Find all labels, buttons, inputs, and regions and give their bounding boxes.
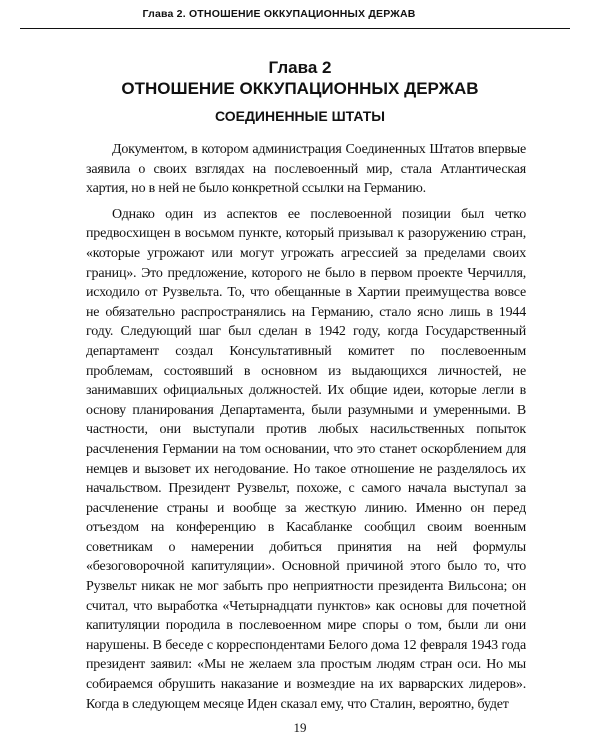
body-text xyxy=(86,140,526,720)
chapter-number: Глава 2 xyxy=(268,58,332,77)
paragraph: Однако один из аспектов ее послевоенной позиции был четко предвосхищен в восьмом пункте, который призывал к разоружению стран, «которые угрожают или могут угрожать агрессией за пределами своих границ». Это предложение, которого не было в первом проекте Черчилля, исходило от Рузвельта. То, что обещанные в Хартии преимущества вовсе не обязательно распространялись на Германию, стало ясно лишь в 1944 году. Следующий шаг был сделан в 1942 году, когда Государственный департамент создал Консультативный комитет по послевоенным проблемам, состоявший в основном из выдающихся личностей, не занимавших официальных должностей. Их общие идеи, которые легли в основу планирования Департамента, были разумными и умеренными. В частности, они выступали против любых насильственных попыток расчленения Германии на том основании, что это станет оскорблением для немцев и вызовет их негодование. Но такое отношение не разделялось их начальством. Президент Рузвельт, похоже, с самого начала выступал за расчленение страны и вообще за жесткую линию. Именно он перед отъездом на конференцию в Касабланке сообщил своим военным советникам о намерении добиться принятия на ней формулы «безоговорочной капитуляции». Основной причиной этого было то, что Рузвельт никак не мог забыть про неприятности президента Вильсона; он считал, что выработка «Четырнадцати пунктов» как основы для почетной капитуляции породила в послевоенном мире споры о том, были ли они нарушены. В беседе с корреспондентами Белого дома 12 февраля 1943 года президент заявил: «Мы не желаем зла простым людям стран оси. Но мы собираемся обрушить наказание и возмездие на их варварских лидеров». Когда в следующем месяце Иден сказал ему, что Сталин, вероятно, будет xyxy=(86,206,526,712)
paragraph: Документом, в котором администрация Соединенных Штатов впервые заявила о своих взглядах на послевоенный мир, стала Атлантическая хартия, но в ней не было конкретной ссылки на Германию. xyxy=(86,142,526,197)
page-number: 19 xyxy=(293,720,307,735)
running-head xyxy=(0,6,600,32)
running-head-title: Глава 2. ОТНОШЕНИЕ ОККУПАЦИОННЫХ ДЕРЖАВ xyxy=(142,8,416,20)
chapter-title: ОТНОШЕНИЕ ОККУПАЦИОННЫХ ДЕРЖАВ xyxy=(121,79,479,98)
section-heading: СОЕДИНЕННЫЕ ШТАТЫ xyxy=(214,108,386,124)
running-head-rule xyxy=(20,28,570,29)
